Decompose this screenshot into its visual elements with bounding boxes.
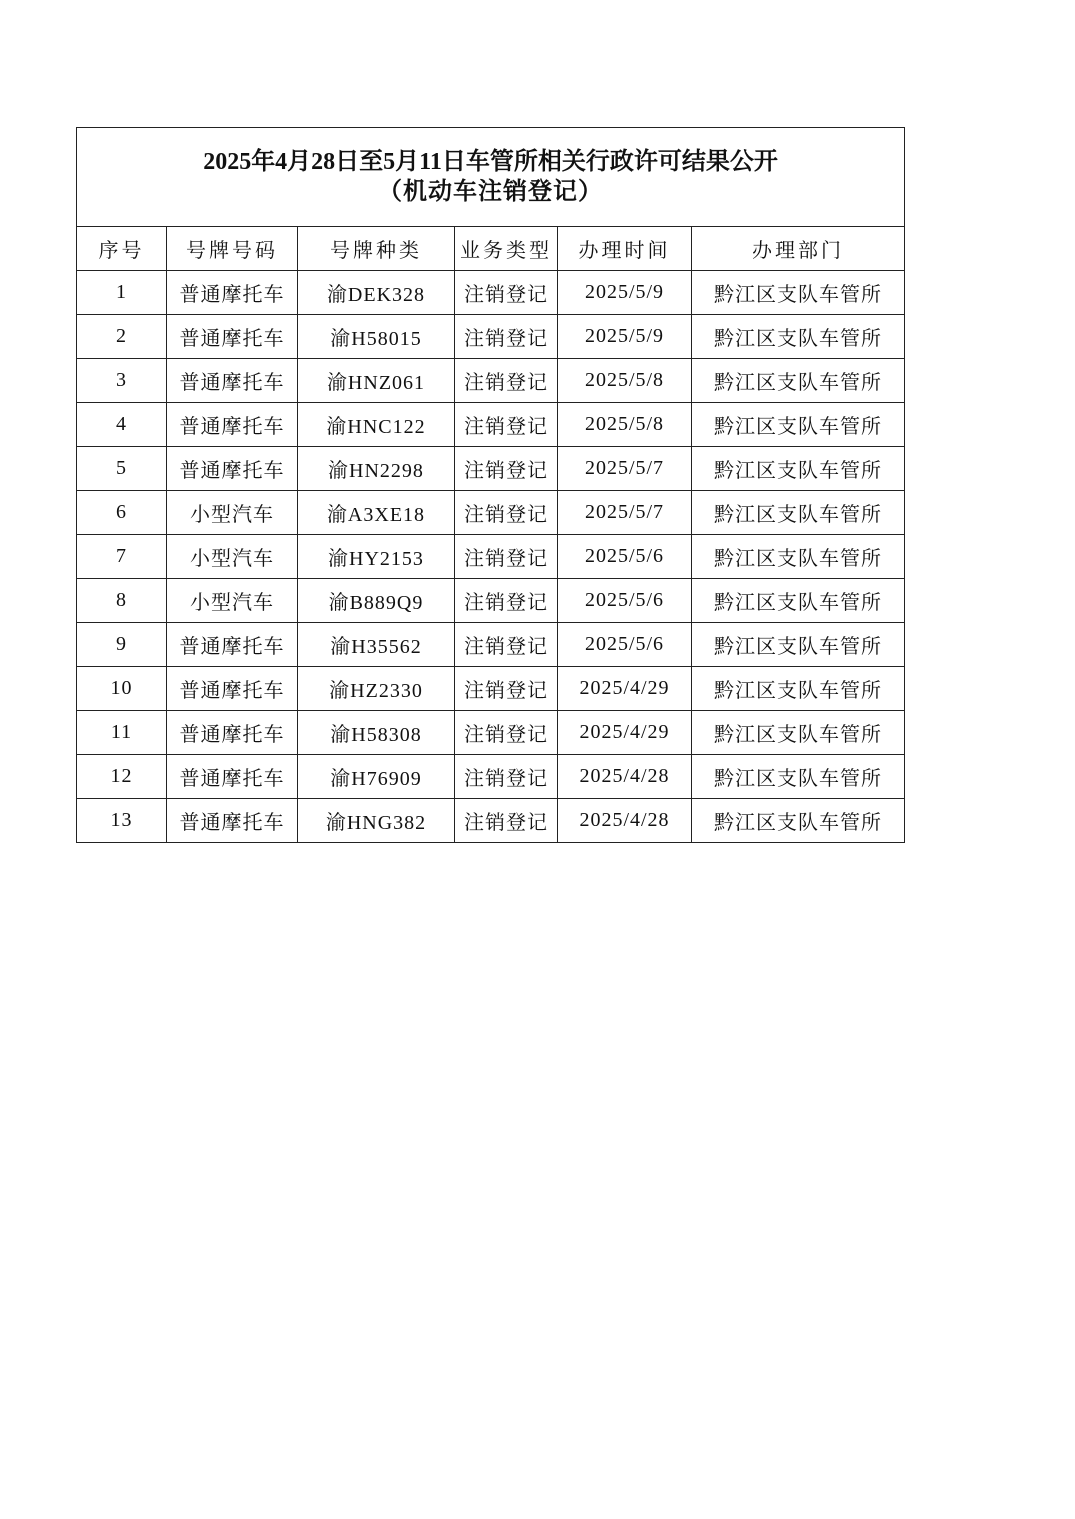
cell-process-date: 2025/4/28 <box>558 755 692 799</box>
cell-serial: 5 <box>77 447 167 491</box>
cell-business-type: 注销登记 <box>455 403 558 447</box>
cell-process-date: 2025/5/6 <box>558 579 692 623</box>
cell-serial: 10 <box>77 667 167 711</box>
cell-department: 黔江区支队车管所 <box>692 491 905 535</box>
cell-process-date: 2025/4/29 <box>558 711 692 755</box>
cell-process-date: 2025/5/6 <box>558 535 692 579</box>
cell-plate-number: 普通摩托车 <box>167 623 298 667</box>
cell-business-type: 注销登记 <box>455 447 558 491</box>
cell-department: 黔江区支队车管所 <box>692 271 905 315</box>
header-business-type: 业务类型 <box>455 227 558 271</box>
cell-plate-number: 小型汽车 <box>167 491 298 535</box>
document-sheet <box>76 127 904 843</box>
cell-plate-type: 渝HNC122 <box>298 403 455 447</box>
cell-plate-type: 渝HNZ061 <box>298 359 455 403</box>
cell-serial: 9 <box>77 623 167 667</box>
cell-plate-number: 普通摩托车 <box>167 799 298 843</box>
cell-business-type: 注销登记 <box>455 535 558 579</box>
cell-plate-number: 普通摩托车 <box>167 667 298 711</box>
results-table <box>76 127 905 843</box>
cell-plate-number: 普通摩托车 <box>167 711 298 755</box>
cell-plate-number: 小型汽车 <box>167 579 298 623</box>
cell-serial: 12 <box>77 755 167 799</box>
table-row <box>77 711 905 755</box>
table-row <box>77 579 905 623</box>
cell-process-date: 2025/4/28 <box>558 799 692 843</box>
cell-plate-type: 渝HY2153 <box>298 535 455 579</box>
table-row <box>77 755 905 799</box>
cell-plate-number: 普通摩托车 <box>167 403 298 447</box>
cell-department: 黔江区支队车管所 <box>692 579 905 623</box>
table-row <box>77 491 905 535</box>
title-main: 2025年4月28日至5月11日车管所相关行政许可结果公开 <box>203 149 778 175</box>
cell-business-type: 注销登记 <box>455 315 558 359</box>
cell-serial: 3 <box>77 359 167 403</box>
cell-serial: 1 <box>77 271 167 315</box>
cell-serial: 7 <box>77 535 167 579</box>
cell-plate-type: 渝HZ2330 <box>298 667 455 711</box>
table-row <box>77 271 905 315</box>
cell-serial: 11 <box>77 711 167 755</box>
table-row <box>77 315 905 359</box>
cell-process-date: 2025/5/6 <box>558 623 692 667</box>
table-row <box>77 359 905 403</box>
cell-plate-type: 渝H58015 <box>298 315 455 359</box>
cell-process-date: 2025/4/29 <box>558 667 692 711</box>
cell-department: 黔江区支队车管所 <box>692 667 905 711</box>
cell-plate-number: 小型汽车 <box>167 535 298 579</box>
cell-department: 黔江区支队车管所 <box>692 447 905 491</box>
cell-business-type: 注销登记 <box>455 271 558 315</box>
cell-department: 黔江区支队车管所 <box>692 711 905 755</box>
table-row <box>77 799 905 843</box>
cell-plate-number: 普通摩托车 <box>167 315 298 359</box>
table-row <box>77 535 905 579</box>
cell-plate-type: 渝DEK328 <box>298 271 455 315</box>
cell-process-date: 2025/5/9 <box>558 315 692 359</box>
cell-plate-type: 渝H76909 <box>298 755 455 799</box>
cell-plate-type: 渝H58308 <box>298 711 455 755</box>
cell-business-type: 注销登记 <box>455 579 558 623</box>
cell-serial: 6 <box>77 491 167 535</box>
cell-serial: 4 <box>77 403 167 447</box>
table-row <box>77 623 905 667</box>
cell-business-type: 注销登记 <box>455 799 558 843</box>
cell-business-type: 注销登记 <box>455 491 558 535</box>
cell-business-type: 注销登记 <box>455 755 558 799</box>
table-title <box>77 128 905 227</box>
cell-plate-number: 普通摩托车 <box>167 359 298 403</box>
cell-plate-number: 普通摩托车 <box>167 447 298 491</box>
cell-department: 黔江区支队车管所 <box>692 403 905 447</box>
cell-business-type: 注销登记 <box>455 711 558 755</box>
header-row <box>77 227 905 271</box>
cell-business-type: 注销登记 <box>455 359 558 403</box>
cell-business-type: 注销登记 <box>455 623 558 667</box>
cell-serial: 13 <box>77 799 167 843</box>
table-row <box>77 667 905 711</box>
cell-process-date: 2025/5/7 <box>558 491 692 535</box>
cell-department: 黔江区支队车管所 <box>692 359 905 403</box>
title-subtitle: （机动车注销登记） <box>378 179 604 205</box>
cell-plate-type: 渝H35562 <box>298 623 455 667</box>
cell-business-type: 注销登记 <box>455 667 558 711</box>
cell-department: 黔江区支队车管所 <box>692 755 905 799</box>
cell-department: 黔江区支队车管所 <box>692 535 905 579</box>
cell-plate-type: 渝HNG382 <box>298 799 455 843</box>
header-serial: 序号 <box>77 227 167 271</box>
cell-plate-number: 普通摩托车 <box>167 755 298 799</box>
header-plate-number: 号牌号码 <box>167 227 298 271</box>
header-plate-type: 号牌种类 <box>298 227 455 271</box>
cell-process-date: 2025/5/8 <box>558 359 692 403</box>
cell-plate-type: 渝A3XE18 <box>298 491 455 535</box>
cell-department: 黔江区支队车管所 <box>692 623 905 667</box>
table-row <box>77 447 905 491</box>
cell-department: 黔江区支队车管所 <box>692 315 905 359</box>
header-department: 办理部门 <box>692 227 905 271</box>
cell-department: 黔江区支队车管所 <box>692 799 905 843</box>
cell-plate-type: 渝B889Q9 <box>298 579 455 623</box>
table-body <box>77 271 905 843</box>
header-process-date: 办理时间 <box>558 227 692 271</box>
cell-process-date: 2025/5/8 <box>558 403 692 447</box>
cell-serial: 8 <box>77 579 167 623</box>
cell-plate-type: 渝HN2298 <box>298 447 455 491</box>
cell-process-date: 2025/5/9 <box>558 271 692 315</box>
table-row <box>77 403 905 447</box>
cell-process-date: 2025/5/7 <box>558 447 692 491</box>
cell-plate-number: 普通摩托车 <box>167 271 298 315</box>
cell-serial: 2 <box>77 315 167 359</box>
